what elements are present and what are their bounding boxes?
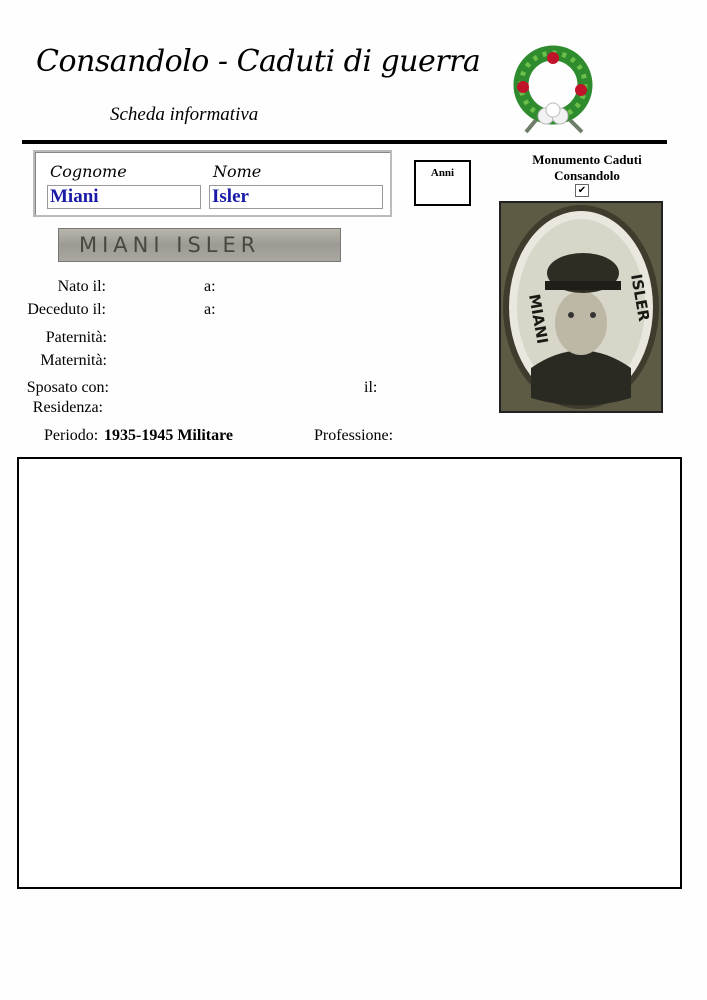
header-divider	[22, 140, 667, 144]
portrait-image	[501, 203, 661, 411]
sposato-con-label: Sposato con:	[26, 379, 109, 396]
nato-il-label: Nato il:	[57, 278, 106, 295]
name-plaque-image	[58, 228, 341, 262]
cognome-label: Cognome	[50, 162, 127, 181]
anni-label: Anni	[430, 167, 455, 179]
notes-area	[17, 457, 682, 889]
paternita-label: Paternità:	[45, 329, 107, 346]
monument-label-line2: Consandolo	[554, 168, 620, 183]
professione-label: Professione:	[314, 427, 394, 444]
periodo-value: 1935-1945 Militare	[104, 427, 234, 444]
monument-label	[522, 152, 652, 184]
page-subtitle: Scheda informativa	[110, 104, 259, 125]
maternita-label: Maternità:	[40, 352, 107, 369]
nome-label: Nome	[213, 162, 262, 181]
periodo-label: Periodo:	[44, 427, 99, 444]
name-panel	[33, 150, 392, 217]
deceduto-a-label: a:	[204, 301, 216, 318]
anni-box	[414, 160, 471, 206]
cognome-field[interactable]: Miani	[47, 185, 201, 209]
deceduto-il-label: Deceduto il:	[27, 301, 106, 318]
photo-inscription-right: ISLER	[627, 272, 654, 323]
nato-a-label: a:	[204, 278, 216, 295]
page-title: Consandolo - Caduti di guerra	[36, 44, 481, 79]
portrait-photo	[499, 201, 663, 413]
monument-label-line1: Monumento Caduti	[532, 152, 642, 167]
plaque-text: MIANI ISLER	[79, 233, 261, 257]
photo-inscription-left: MIANI	[525, 292, 552, 346]
wreath-icon	[506, 40, 600, 136]
residenza-label: Residenza:	[32, 399, 103, 416]
sposato-il-label: il:	[364, 379, 378, 396]
monument-checkbox[interactable]: ✔	[575, 184, 589, 197]
nome-field[interactable]: Isler	[209, 185, 383, 209]
